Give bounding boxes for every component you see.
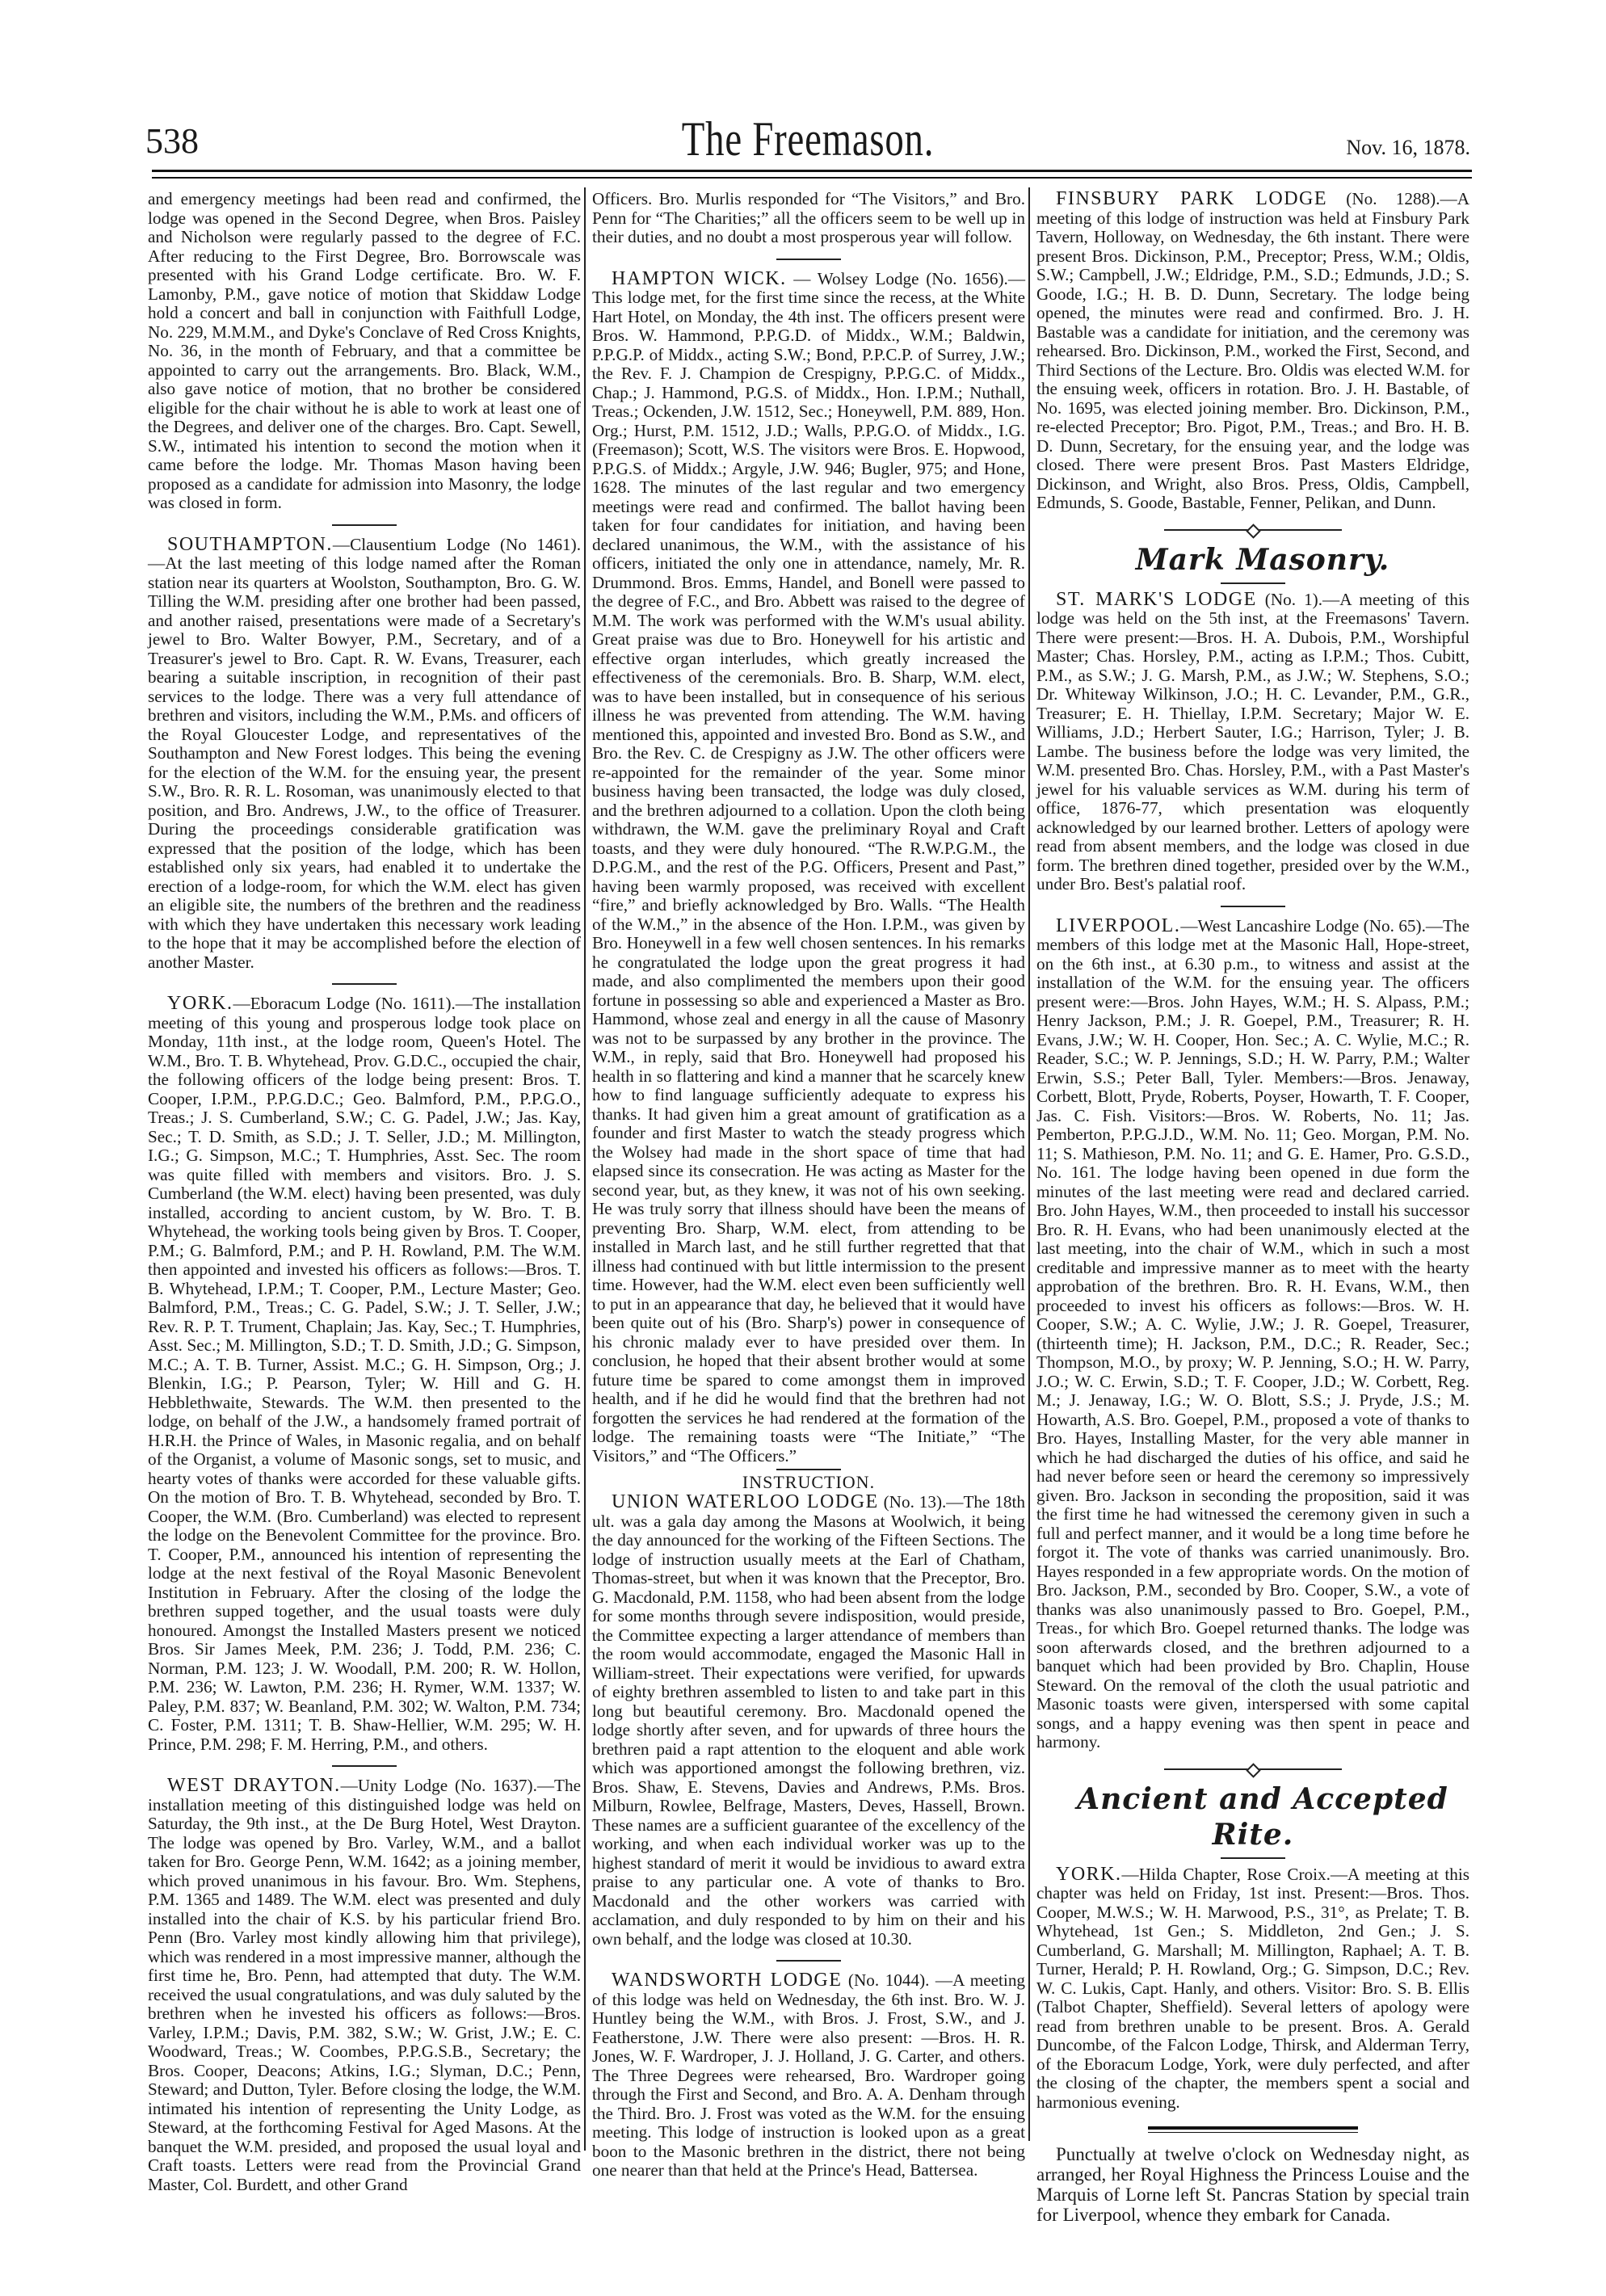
issue-date: Nov. 16, 1878. — [1346, 136, 1470, 159]
article-body: (No. 1288).—A meeting of this lodge of instruction was held at Finsbury Park Tavern, Holloway, on Wednesday, the 6th instant. There were present Bros. Dickinson, P.M., Preceptor; Press, W.M.; Oldis, S.W.; Campbell, J.W.; Eldridge, P.M., S.D.; Edmunds, J.D.; S. Goode, I.G.; H. B. D. Dunn, Secretary. The lodge being opened, the minutes were read and confirmed. Bro. J. H. Bastable was a candidate for initiation, and the ceremony was rehearsed. Bro. Dickinson, P.M., worked the First, Second, and Third Sections of the Lecture. Bro. Oldis was elected W.M. for the ensuing week, officers in rotation. Bro. J. H. Bastable, of No. 1695, was elected joining member. Bro. Dickinson, P.M., re-elected Preceptor; Bro. Pigot, P.M., Treas.; and Bro. H. B. D. Dunn, Secretary, for the ensuing year, and the lodge was closed. There were present Bros. Past Masters Eldridge, Dickinson, and Wright, also Bros. Press, Oldis, Campbell, Edmunds, S. Goode, Bastable, Fenner, Pelikan, and Dunn. — [1036, 189, 1469, 512]
article-hampton-wick — [592, 267, 1026, 1466]
article-body: Officers. Bro. Murlis responded for “The Visitors,” and Bro. Penn for “The Charities;” all the officers seem to be well up in their duties, and no doubt a most prosperous year will follow. — [592, 189, 1025, 246]
diamond-ornament-icon — [1246, 524, 1260, 538]
article-body: (No. 1).—A meeting of this lodge was held on the 5th inst, at the Freemasons' Tavern. There were present:—Bros. H. A. Dubois, P.M., Worshipful Master; Chas. Horsley, P.M., acting as I.P.M.; Thos. Cubitt, P.M., as S.W.; J. G. Marsh, P.M., as J.W.; W. Stephens, S.O.; Dr. Whiteway Wilkinson, J.O.; H. C. Levander, P.M., G.R., Treasurer; E. H. Thiellay, I.P.M. Secretary; Major W. E. Williams, J.D.; Herbert Sauter, I.G.; Harrison, Tyler; J. B. Lambe. The business before the lodge was very limited, the W.M. presented Bro. Chas. Horsley, P.M., with a Past Master's jewel for his valuable services as W.M. during his term of office, 1876-77, which presentation was eloquently acknowledged by our learned brother. Letters of apology were read from absent members, and the lodge was closed in due form. The brethren dined together, presided over by the W.M., under Bro. Best's palatial roof. — [1036, 589, 1469, 894]
article-body: (No. 13).—The 18th ult. was a gala day among the Masons at Woolwich, it being the day announced for the working of the Fifteen Sections. The lodge of instruction usually meets at the Earl of Chatham, Thomas-street, but when it was known that the Preceptor, Bro. G. Macdonald, P.M. 1158, who had been absent from the lodge for some months through severe indisposition, would preside, the Committee expecting a larger attendance of members than the room would accommodate, engaged the Masonic Hall in William-street. Their expectations were verified, for upwards of eighty brethren assembled to listen to and take part in this long but beautiful ceremony. Bro. Macdonald opened the lodge shortly after seven, and for upwards of three hours the brethren paid a rapt attention to the eloquent and able work which was apportioned amongst the following brethren, viz. Bros. Shaw, E. Stevens, Davies and Andrews, P.Ms. Bros. Milburn, Rowlee, Belfrage, Masters, Deves, Hassell, Brown. These names are a sufficient guarantee of the excellency of the working, and when each individual worker was up to the highest standard of merit it would be invidious to award extra praise to any particular one. A vote of thanks to Bro. Macdonald and the other workers was carried with acclamation, and duly responded to by him on their and his own behalf, and the lodge was closed at 10.30. — [592, 1492, 1025, 1949]
article-union-waterloo — [592, 1493, 1025, 1949]
article-separator — [1221, 906, 1285, 907]
article-lead: ST. MARK'S LODGE — [1056, 588, 1257, 610]
article-continuation — [148, 190, 581, 513]
article-lead: LIVERPOOL. — [1056, 915, 1181, 936]
article-lead: UNION WATERLOO LODGE — [612, 1491, 879, 1512]
article-body: —Clausentium Lodge (No 1461).—At the last meeting of this lodge named after the Roman station near its quarters at Woolston, Southampton, Bro. G. W. Tilling the W.M. presiding after one brother had been passed, and another raised, presentations were made of a Secretary's jewel to Bro. Walter Bowyer, P.M., Secretary, and of a Treasurer's jewel to Bro. Capt. R. W. Evans, Treasurer, each bearing a suitable inscription, in recognition of their past services to the lodge. There was a very full attendance of brethren and visitors, including the W.M., P.Ms. and officers of the Royal Gloucester Lodge, and representatives of the Southampton and New Forest lodges. This being the evening for the election of the W.M. for the ensuing year, the present S.W., Bro. R. R. L. Rosoman, was unanimously elected to that position, and Bro. Andrews, J.W., to the office of Treasurer. During the proceedings considerable gratification was expressed that the position of the lodge, which has been established only six years, had enabled it to undertake the erection of a lodge-room, for which the W.M. elect has given an eligible site, the numbers of the brethren and the readiness with which they have undertaken this necessary work leading to the hope that it may be accomplished before the election of another Master. — [148, 534, 581, 972]
article-york-eboracum — [148, 995, 581, 1754]
section-heading-ancient-accepted-rite: Ancient and Accepted Rite. — [1077, 1781, 1448, 1852]
article-princess-louise — [1036, 2144, 1469, 2225]
masthead — [145, 113, 1470, 178]
article-st-marks — [1036, 588, 1469, 894]
article-body: (No. 1044). —A meeting of this lodge was held on Wednesday, the 6th inst. Bro. W. J. Huntley being the W.M., with Bros. J. Frost, S.W., and J. Featherstone, J.W. There were also present: —Bros. H. R. Jones, W. F. Wardroper, J. J. Holland, J. G. Carter, and others. The Three Degrees were rehearsed, Bro. Wardroper going through the First and Second, and Bro. A. A. Denham through the Third. Bro. J. Frost was voted as the W.M. for the ensuing meeting. This lodge of instruction is looked upon as a great boon to the Masonic brethren in the district, there not being one nearer than that held at the Prince's Head, Battersea. — [592, 1970, 1026, 2180]
section-ornament-rule — [1164, 526, 1342, 534]
masthead-double-rule — [152, 170, 1472, 179]
article-separator — [776, 259, 841, 260]
article-separator — [1221, 582, 1285, 584]
article-body: and emergency meetings had been read and confirmed, the lodge was opened in the Second Degree, when Bros. Paisley and Nicholson were regularly passed to the degree of F.C. After reducing to the First Degree, Bro. Borrowscale was presented with his Grand Lodge certificate. Bro. W. F. Lamonby, P.M., gave notice of motion that Skiddaw Lodge hold a concert and ball in conjunction with Faithfull Lodge, No. 229, M.M.M., and Dyke's Conclave of Red Cross Knights, No. 36, in the month of February, and that a committee be appointed to carry out the arrangements. Bro. Black, W.M., also gave notice of motion, that no brother be considered eligible for the chair without he is able to work at least one of the Degrees, and deliver one of the charges. Bro. Capt. Sewell, S.W., intimated his intention to second the motion when it came before the lodge. Mr. Thomas Mason having been proposed as a candidate for admission into Masonry, the lodge was closed in form. — [148, 189, 581, 512]
article-body: Punctually at twelve o'clock on Wednesday night, as arranged, her Royal Highness the Princess Louise and the Marquis of Lorne left St. Pancras Station by special train for Liverpool, whence they embark for Canada. — [1036, 2144, 1469, 2225]
article-continuation — [592, 190, 1025, 247]
article-separator — [332, 524, 397, 526]
article-body: — Wolsey Lodge (No. 1656).—This lodge met, for the first time since the recess, at the White Hart Hotel, on Monday, the 4th inst. The officers present were Bros. W. Hammond, P.P.G.D. of Middx., W.M.; Baldwin, P.P.G.P. of Middx., acting S.W.; Bond, P.P.C.P. of Surrey, J.W.; the Rev. F. J. Champion de Crespigny, P.P.G.C. of Middx., Chap.; J. Hammond, P.G.S. of Middx., Hon. I.P.M.; Nuthall, Treas.; Ockenden, J.W. 1512, Sec.; Honeywell, P.M. 889, Hon. Org.; Hurst, P.M. 1512, J.D.; Walls, P.P.G.O. of Middx., I.G. (Freemason); Scott, W.S. The visitors were Bros. E. Hopwood, P.P.G.S. of Middx.; Argyle, J.W. 946; Bugler, 975; and Hone, 1628. The minutes of the last regular and two emergency meetings were read and confirmed. The ballot having been taken for four candidates for initiation, and having been declared unanimous, the W.M., with the assistance of his officers, initiated the only one in attendance, namely, Mr. R. Drummond. Bros. Emms, Handel, and Bonell were passed to the degree of F.C., and Bro. Abbett was raised to the degree of M.M. The work was performed with the W.M's usual ability. Great praise was due to Bro. Honeywell for his artistic and effective organ interludes, which greatly increased the effectiveness of the ceremonials. Bro. B. Sharp, W.M. elect, was to have been installed, but in consequence of his serious illness he was prevented from attending. The W.M. having mentioned this, appointed and invested Bro. Bond as S.W., and Bro. the Rev. C. de Crespigny as J.W. The other officers were re-appointed for the remainder of the year. Some minor business having been transacted, the lodge was duly closed, and the brethren adjourned to a collation. Upon the cloth being withdrawn, the W.M. gave the preliminary Royal and Craft toasts, and they were duly honoured. “The R.W.P.G.M., the D.P.G.M., and the rest of the P.G. Officers, Present and Past,” having been warmly proposed, was received with excellent “fire,” and briefly acknowledged by Bro. Walls. “The Health of the W.M.,” in the absence of the Hon. I.P.M., was given by Bro. Honeywell in a few well chosen sentences. In his remarks he congratulated the lodge upon the great progress it had made, and also complimented the members upon their good fortune in possessing so able and experienced a Master as Bro. Hammond, whose zeal and energy in all the cause of Masonry was not to be surpassed by any brother in the province. The W.M., in reply, said that Bro. Honeywell had proposed his health in so flattering and kind a manner that he scarcely knew how to find language sufficiently adequate to express his thanks. It had given him a great amount of gratification as a founder and first Master to watch the steady progress which the Wolsey had made in the short space of time that had elapsed since its consecration. He was acting as Master for the second year, but, as they knew, it was not of his own seeking. He was truly sorry that illness should have been the means of preventing Bro. Sharp, W.M. elect, from attending to be installed in March last, and he still further regretted that that illness had continued with but little intermission to the present time. However, had the W.M. elect even been sufficiently well to put in an appearance that day, he believed that it would have been quite out of his (Bro. Sharp's) power in consequence of his chronic malady ever to have presided over them. In conclusion, he hoped that their absent brother would at some future time be spared to come amongst them in improved health, and if he did he would find that the brethren had not forgotten the services he had rendered at the formation of the lodge. The remaining toasts were “The Initiate,” “The Visitors,” and “The Officers.” — [592, 268, 1026, 1465]
column-3 — [1036, 190, 1469, 2225]
section-heading-mark-masonry: Mark Masonry. — [1135, 542, 1390, 577]
article-york-hilda-chapter — [1036, 1865, 1469, 2113]
diamond-ornament-icon — [1246, 1763, 1260, 1777]
article-separator — [332, 983, 397, 985]
article-lead: FINSBURY PARK LODGE — [1056, 188, 1328, 209]
article-lead: WEST DRAYTON. — [167, 1775, 341, 1796]
article-finsbury-park — [1036, 190, 1469, 513]
article-west-drayton — [148, 1777, 581, 2194]
article-body: —West Lancashire Lodge (No. 65).—The members of this lodge met at the Masonic Hall, Hope-street, on the 6th inst., at 6.30 p.m., to witness and assist at the installation of the W.M. for the ensuing year. The officers present were:—Bros. John Hayes, W.M.; H. S. Alpass, P.M.; Henry Jackson, P.M.; J. R. Goepel, P.M., Treasurer; R. H. Evans, J.W.; W. H. Cooper, Hon. Sec.; A. C. Wylie, M.C.; R. Reader, S.C.; W. P. Jennings, S.D.; H. W. Parry, P.M.; Walter Erwin, S.S.; Peter Ball, Tyler. Members:—Bros. Jenaway, Corbett, Blott, Pryde, Roberts, Poyser, Howarth, T. F. Cooper, Jas. C. Fish. Visitors:—Bros. W. Roberts, No. 11; Jas. Pemberton, P.P.G.J.D., W.M. No. 11; Geo. Morgan, P.M. No. 11; S. Mathieson, P.M. No. 11; and G. E. Hamer, Pro. G.S.D., No. 161. The lodge having been opened in due form the minutes of the last meeting were read and declared carried. Bro. John Hayes, W.M., then proceeded to install his successor Bro. R. H. Evans, who had been unanimously elected at the last meeting, into the chair of W.M., which in such a most creditable and impressive manner as to meet with the hearty approbation of the brethren. Bro. R. H. Evans, W.M., then proceeded to invest his officers as follows:—Bros. W. H. Cooper, S.W.; A. C. Wylie, J.W.; J. R. Goepel, Treasurer, (thirteenth time); H. Jackson, P.M., D.C.; R. Reader, Sec.; Thompson, M.O., by proxy; W. P. Jenning, S.O.; H. W. Parry, J.O.; W. C. Erwin, S.D.; T. F. Cooper, J.D.; W. Corbett, Reg. M.; J. Jenaway, I.G.; W. O. Blott, S.S.; J. Pryde, J.S.; M. Howarth, A.S. Bro. Goepel, P.M., proposed a vote of thanks to Bro. Hayes, Installing Master, for the very able manner in which he had discharged the duties of his office, and said he had never before seen or heard the ceremony so impressively given. Bro. Jackson in seconding the proposition, said it was the first time he had witnessed the ceremony given in such a full and perfect manner, and it would be a long time before he forgot it. The vote of thanks was carried unanimously. Bro. Hayes responded in a few appropriate words. On the motion of Bro. Jackson, P.M., seconded by Bro. Cooper, S.W., a vote of thanks was also unanimously passed to Bro. Goepel, P.M., Treas., for which Bro. Goepel returned thanks. The lodge was soon afterwards closed, and the brethren adjourned to a banquet which had been provided by Bro. Chaplin, House Steward. On the removal of the cloth the usual patriotic and Masonic toasts were given, interspersed with some capital songs, and a happy evening was then spent in peace and harmony. — [1036, 915, 1469, 1751]
section-ornament-rule — [1164, 1765, 1342, 1773]
article-body: —Unity Lodge (No. 1637).—The installation meeting of this distinguished lodge was held on Saturday, the 9th inst., at the De Burg Hotel, West Drayton. The lodge was opened by Bro. Varley, W.M., and a ballot taken for Bro. George Penn, W.M. 1642; as a joining member, which proved unanimous in his favour. Bro. Wm. Stephens, P.M. 1365 and 1489. The W.M. elect was presented and duly installed into the chair of K.S. by his particular friend Bro. Penn (Bro. Varley most kindly allowing him that privilege), which was rendered in a most impressive manner, although the first time he, Bro. Penn, had attempted that duty. The W.M. received the usual congratulations, and was duly saluted by the brethren when he invested his officers as follows:—Bros. Varley, I.P.M.; Davis, P.M. 382, S.W.; W. Grist, J.W.; E. C. Woodward, Treas.; W. Coombes, P.P.G.S.B., Secretary; the Bros. Cooper, Deacons; Atkins, I.G.; Slyman, D.C.; Penn, Steward; and Dutton, Tyler. Before closing the lodge, the W.M. intimated his intention of representing the Unity Lodge, as Steward, at the forthcoming Festival for Aged Masons. At the banquet the W.M. presided, and proposed the usual loyal and Craft toasts. Letters were read from the Provincial Grand Master, Col. Burdett, and other Grand — [148, 1776, 581, 2194]
article-separator — [776, 1469, 841, 1470]
article-lead: WANDSWORTH LODGE — [612, 1970, 843, 1991]
article-body: —Hilda Chapter, Rose Croix.—A meeting at this chapter was held on Friday, 1st inst. Present:—Bros. Thos. Cooper, M.W.S.; W. H. Marwood, P.S., 31°, as Prelate; T. B. Whytehead, 1st Gen.; S. Middleton, 2nd Gen.; J. S. Cumberland, G. Marshall; M. Millington, Raphael; A. T. B. Turner, Herald; P. H. Rowland, Org.; G. Simpson, D.C.; Rev. W. C. Lukis, Capt. Hanly, and others. Visitor: Bro. S. B. Ellis (Talbot Chapter, Sheffield). Several letters of apology were read from brethren unable to be present. Bros. A. Gerald Duncombe, of the Falcon Lodge, Thirsk, and Alderman Terry, of the Eboracum Lodge, York, were duly perfected, and after the closing of the chapter, the members spent a social and harmonious evening. — [1036, 1864, 1469, 2112]
article-southampton — [148, 533, 581, 973]
article-separator — [776, 1960, 841, 1962]
newspaper-title: The Freemason. — [681, 112, 935, 166]
column-divider — [584, 187, 586, 2151]
article-lead: YORK. — [167, 993, 233, 1014]
article-wandsworth — [592, 1971, 1025, 2180]
article-lead: YORK. — [1056, 1863, 1122, 1885]
instruction-subhead: INSTRUCTION. — [742, 1472, 876, 1492]
article-separator — [332, 1765, 397, 1767]
article-body: —Eboracum Lodge (No. 1611).—The installation meeting of this young and prosperous lodge took place on Monday, 11th inst., at the lodge room, Queen's Hotel. The W.M., Bro. T. B. Whytehead, Prov. G.D.C., occupied the chair, the following officers of the lodge being present: Bros. T. Cooper, I.P.M., P.P.G.D.C.; Geo. Balmford, P.M., P.P.G.O., Treas.; J. S. Cumberland, S.W.; C. G. Padel, J.W.; Jas. Kay, Sec.; T. D. Smith, as S.D.; J. T. Seller, J.D.; M. Millington, I.G.; G. Simpson, M.C.; T. Humphries, Asst. Sec. The room was quite filled with members and visitors. Bro. J. S. Cumberland (the W.M. elect) having been presented, was duly installed, according to ancient custom, by W. Bro. T. B. Whytehead, the working tools being given by Bros. T. Cooper, P.M.; G. Balmford, P.M.; and P. H. Rowland, P.M. The W.M. then appointed and invested his officers as follows:—Bros. T. B. Whytehead, I.P.M.; T. Cooper, P.M., Lecture Master; Geo. Balmford, P.M., Treas.; C. G. Padel, S.W.; J. T. Seller, J.W.; Rev. R. P. T. Trument, Chaplain; Jas. Kay, Sec.; T. Humphries, Asst. Sec.; M. Millington, S.D.; T. D. Smith, J.D.; G. Simpson, M.C.; A. T. B. Turner, Assist. M.C.; G. H. Simpson, Org.; J. Blenkin, I.G.; P. Pearson, Tyler; W. Hill and G. H. Hebblethwaite, Stewards. The W.M. then presented to the lodge, on behalf of the J.W., a handsomely framed portrait of H.R.H. the Prince of Wales, in Masonic regalia, and on behalf of the Organist, a volume of Masonic songs, set to music, and hearty votes of thanks were accorded for these valuable gifts. On the motion of Bro. T. B. Whytehead, seconded by Bro. T. Cooper, the W.M. (Bro. Cumberland) was elected to represent the lodge on the Benevolent Committee for the province. Bro. T. Cooper, P.M., announced his intention of representing the lodge at the next festival of the Royal Masonic Benevolent Institution in February. After the closing of the lodge the brethren supped together, and the usual toasts were duly honoured. Amongst the Installed Masters present we noticed Bros. Sir James Meek, P.M. 236; J. Todd, P.M. 236; C. Norman, P.M. 123; J. W. Woodall, P.M. 200; R. W. Hollon, P.M. 236; W. Lawton, P.M. 236; H. Rymer, W.M. 1337; W. Paley, P.M. 837; W. Beanland, P.M. 302; W. Walton, P.M. 734; C. Foster, P.M. 1311; T. B. Shaw-Hellier, W.M. 295; W. H. Prince, P.M. 298; F. M. Herring, P.M., and others. — [148, 994, 581, 1754]
column-divider — [1028, 187, 1030, 2141]
column-1 — [148, 190, 581, 2194]
page-number: 538 — [145, 121, 199, 161]
article-separator — [1221, 1857, 1285, 1859]
double-rule-separator — [1148, 2126, 1358, 2133]
article-liverpool — [1036, 917, 1469, 1752]
column-2 — [592, 190, 1025, 2180]
article-lead: SOUTHAMPTON. — [167, 533, 333, 555]
article-lead: HAMPTON WICK. — [612, 267, 787, 289]
